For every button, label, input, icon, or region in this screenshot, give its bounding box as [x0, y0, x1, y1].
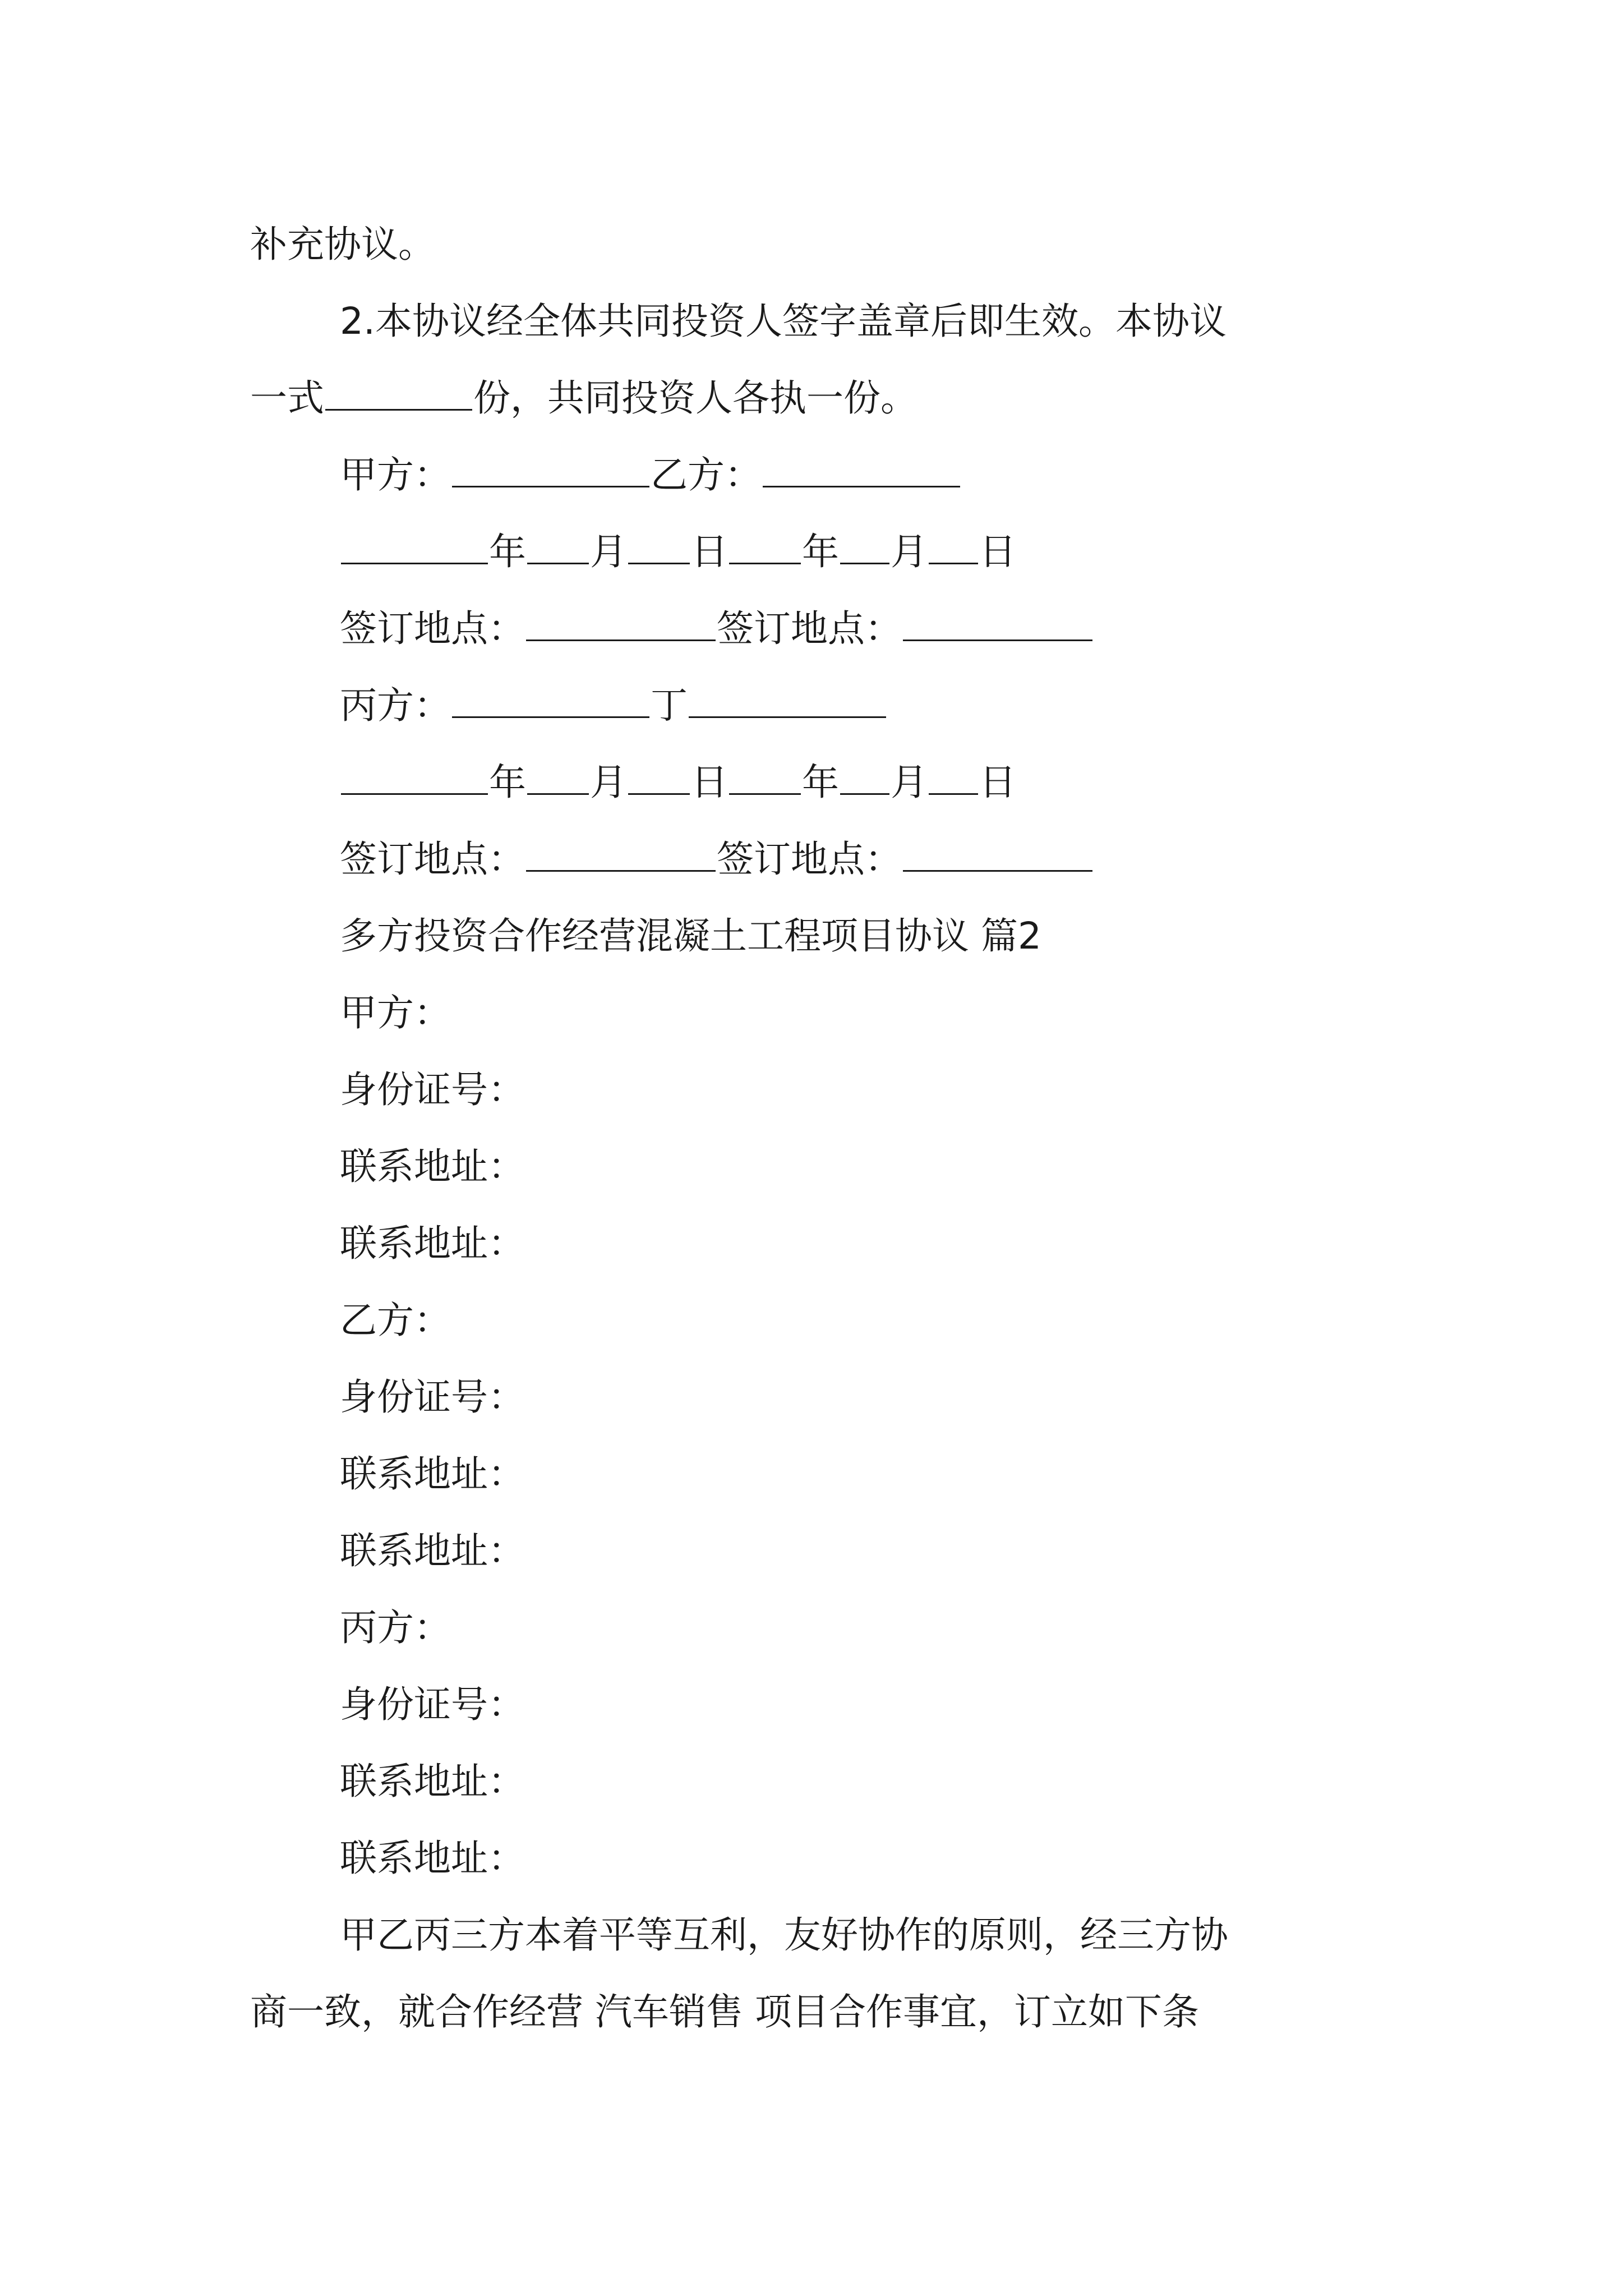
text-line [250, 283, 1394, 360]
text-line [250, 1205, 1394, 1282]
year-blank [341, 531, 488, 564]
text-line [250, 1128, 1394, 1205]
party-c-blank [452, 685, 649, 718]
signature-row-parties-2 [250, 667, 1394, 744]
day-label: 日 [979, 761, 1016, 804]
text-line [250, 1897, 1394, 1973]
day-blank [929, 531, 978, 564]
text-line [250, 1282, 1394, 1359]
text-line [250, 1359, 1394, 1435]
party-a-label: 甲方： [340, 453, 451, 496]
text-line [250, 1589, 1394, 1666]
month-label: 月 [891, 761, 928, 804]
copies-blank [325, 378, 472, 411]
year-blank [729, 531, 801, 564]
signing-place-label: 签订地点： [340, 838, 525, 881]
contact-address-label: 联系地址： [340, 1837, 525, 1880]
signing-place-label: 签订地点： [340, 607, 525, 650]
text-line [250, 1973, 1394, 2050]
text-line [250, 898, 1394, 974]
copies-suffix: 份，共同投资人各执一份。 [473, 376, 917, 420]
text-line [250, 360, 1394, 436]
signing-place-label: 签订地点： [717, 607, 902, 650]
party-c-label: 丙方： [340, 684, 451, 727]
preamble-line-2: 商一致，就合作经营 汽车销售 项目合作事宜，订立如下条 [250, 1990, 1199, 2033]
signing-place-blank [526, 608, 716, 641]
party-b-label: 乙方： [651, 453, 762, 496]
day-label: 日 [979, 530, 1016, 573]
month-label: 月 [590, 530, 627, 573]
year-label: 年 [489, 761, 526, 804]
party-d-label: 丁 [651, 684, 688, 727]
day-blank [628, 531, 690, 564]
contact-address-label: 联系地址： [340, 1145, 525, 1188]
place-row-1 [250, 590, 1394, 667]
text-line [250, 1666, 1394, 1743]
text-line [250, 974, 1394, 1051]
year-label: 年 [802, 761, 839, 804]
month-blank [527, 531, 589, 564]
day-blank [628, 762, 690, 795]
party-c-heading: 丙方： [340, 1606, 451, 1649]
text-line [250, 206, 1394, 283]
month-blank [840, 762, 889, 795]
contact-address-label: 联系地址： [340, 1222, 525, 1265]
id-number-label: 身份证号： [340, 1068, 525, 1111]
contact-address-label: 联系地址： [340, 1452, 525, 1496]
date-row-2 [250, 744, 1394, 821]
clause-2-text: 2.本协议经全体共同投资人签字盖章后即生效。本协议 [340, 300, 1227, 343]
month-blank [527, 762, 589, 795]
year-blank [729, 762, 801, 795]
month-label: 月 [590, 761, 627, 804]
agreement-title: 多方投资合作经营混凝土工程项目协议 篇2 [340, 914, 1041, 958]
day-label: 日 [691, 530, 728, 573]
contact-address-label: 联系地址： [340, 1760, 525, 1803]
preamble-line-1: 甲乙丙三方本着平等互利，友好协作的原则，经三方协 [340, 1913, 1228, 1957]
paragraph-tail: 补充协议。 [250, 223, 435, 266]
party-a-heading: 甲方： [340, 991, 451, 1034]
text-line [250, 1435, 1394, 1512]
party-b-blank [763, 454, 960, 487]
place-row-2 [250, 821, 1394, 898]
party-a-blank [452, 454, 649, 487]
text-line [250, 1743, 1394, 1820]
signing-place-label: 签订地点： [717, 838, 902, 881]
contact-address-label: 联系地址： [340, 1529, 525, 1572]
text-line [250, 1051, 1394, 1128]
date-row-1 [250, 513, 1394, 590]
year-blank [341, 762, 488, 795]
party-d-blank [689, 685, 886, 718]
signing-place-blank [903, 839, 1092, 872]
document-body [250, 206, 1394, 2050]
day-blank [929, 762, 978, 795]
id-number-label: 身份证号： [340, 1683, 525, 1726]
day-label: 日 [691, 761, 728, 804]
copies-prefix: 一式 [250, 376, 324, 420]
text-line [250, 1820, 1394, 1897]
year-label: 年 [802, 530, 839, 573]
year-label: 年 [489, 530, 526, 573]
party-b-heading: 乙方： [340, 1299, 451, 1342]
signature-row-parties-1 [250, 436, 1394, 513]
signing-place-blank [526, 839, 716, 872]
id-number-label: 身份证号： [340, 1375, 525, 1419]
signing-place-blank [903, 608, 1092, 641]
month-blank [840, 531, 889, 564]
month-label: 月 [891, 530, 928, 573]
text-line [250, 1512, 1394, 1589]
